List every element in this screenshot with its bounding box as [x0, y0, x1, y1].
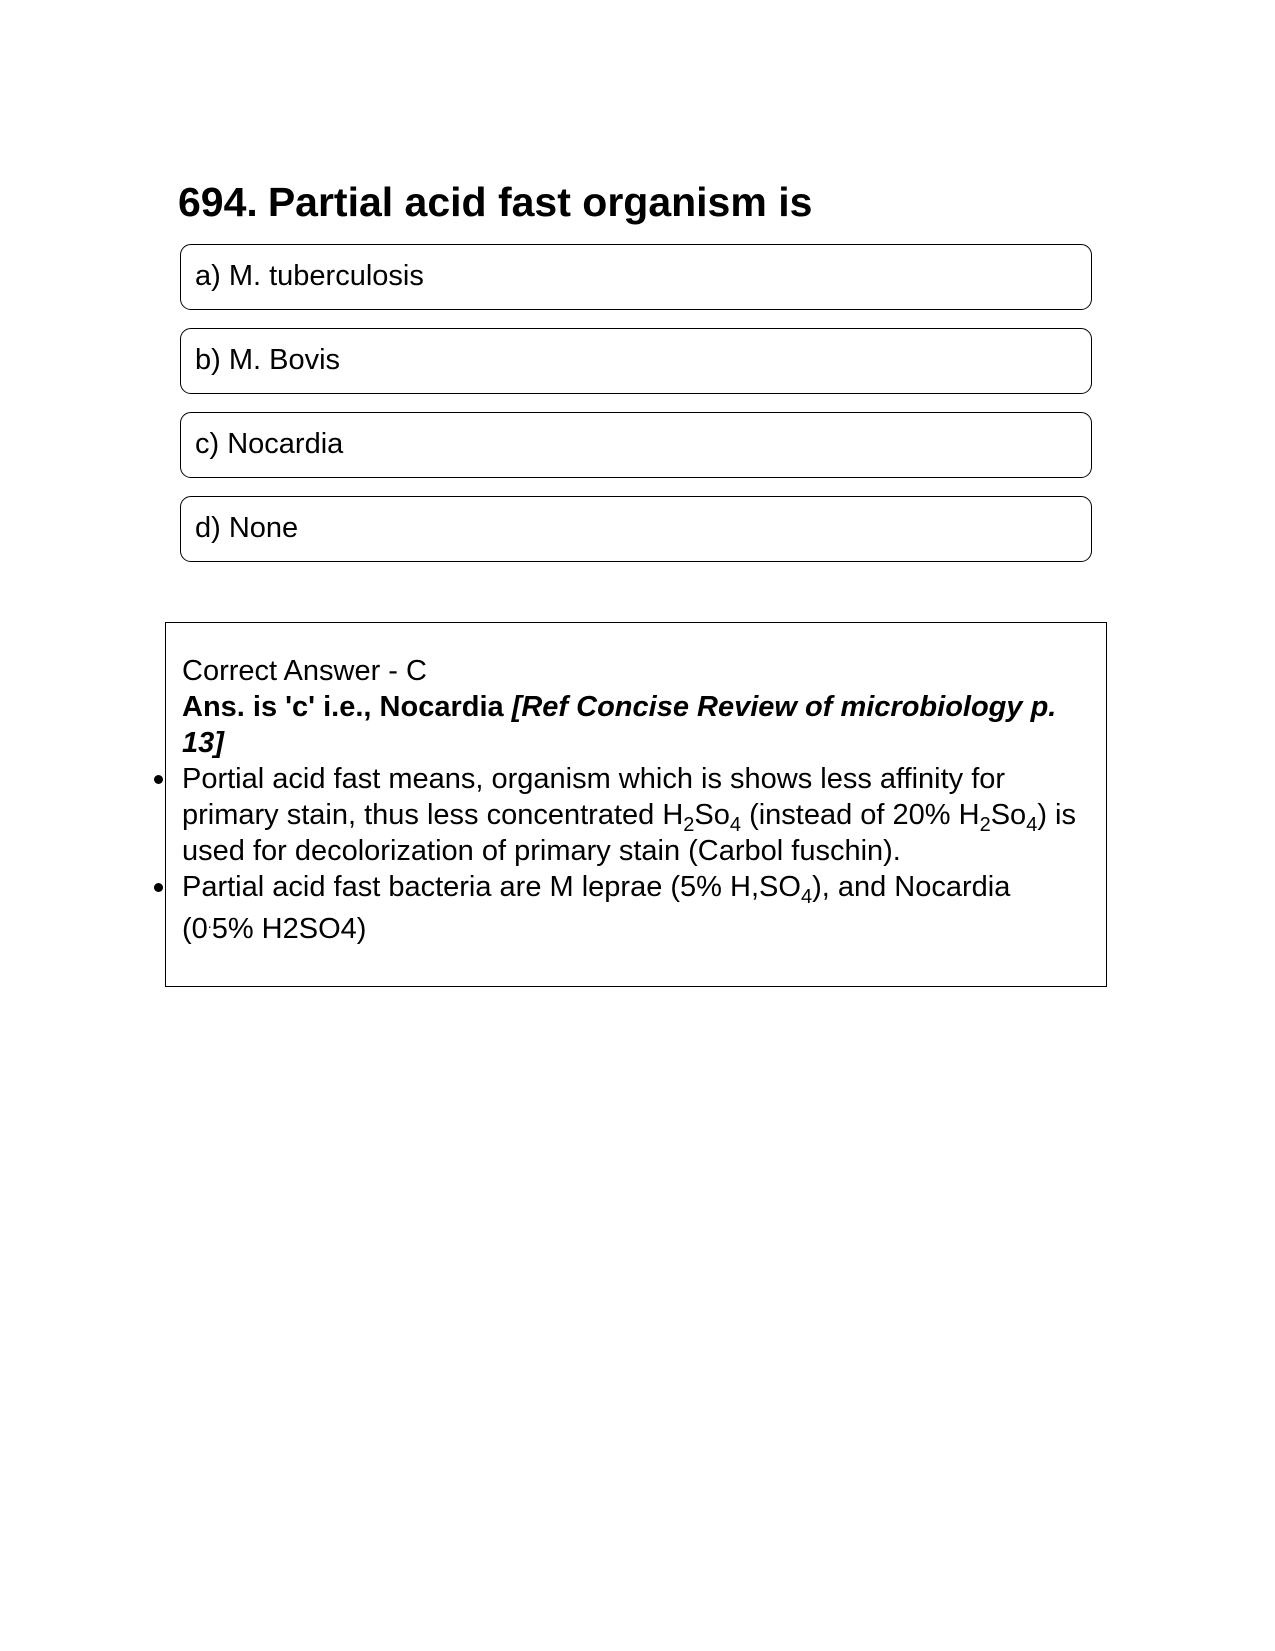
answer-bold-text: Ans. is 'c' i.e., Nocardia — [182, 691, 504, 723]
option-c[interactable]: c) Nocardia — [180, 412, 1092, 478]
question-text: Partial acid fast organism is — [267, 179, 813, 225]
answer-content — [182, 653, 1087, 947]
explanation-bullet-1: Portial acid fast means, organism which is shows less affinity for primary stain, thus less concentrated $H_2So_4$ (instead of 20% $H_2So_4$) is used for decolorization of primary stain (Carbol fuschin). — [182, 761, 1087, 869]
option-b[interactable]: b) M. Bovis — [180, 328, 1092, 394]
answer-summary — [182, 689, 1087, 761]
explanation-list — [182, 761, 1087, 947]
question-title — [178, 176, 812, 228]
answer-explanation-box — [165, 622, 1107, 987]
option-d[interactable]: d) None — [180, 496, 1092, 562]
explanation-bullet-2: Partial acid fast bacteria are M leprae (5% $H,SO_4$), and Nocardia (0.5% H2SO4) — [182, 869, 1087, 947]
answer-reference: [Ref Concise Review of microbiology p. 13] — [182, 691, 1057, 759]
correct-answer-line: Correct Answer - C — [182, 655, 427, 687]
option-a[interactable]: a) M. tuberculosis — [180, 244, 1092, 310]
question-number: 694. — [178, 179, 258, 225]
